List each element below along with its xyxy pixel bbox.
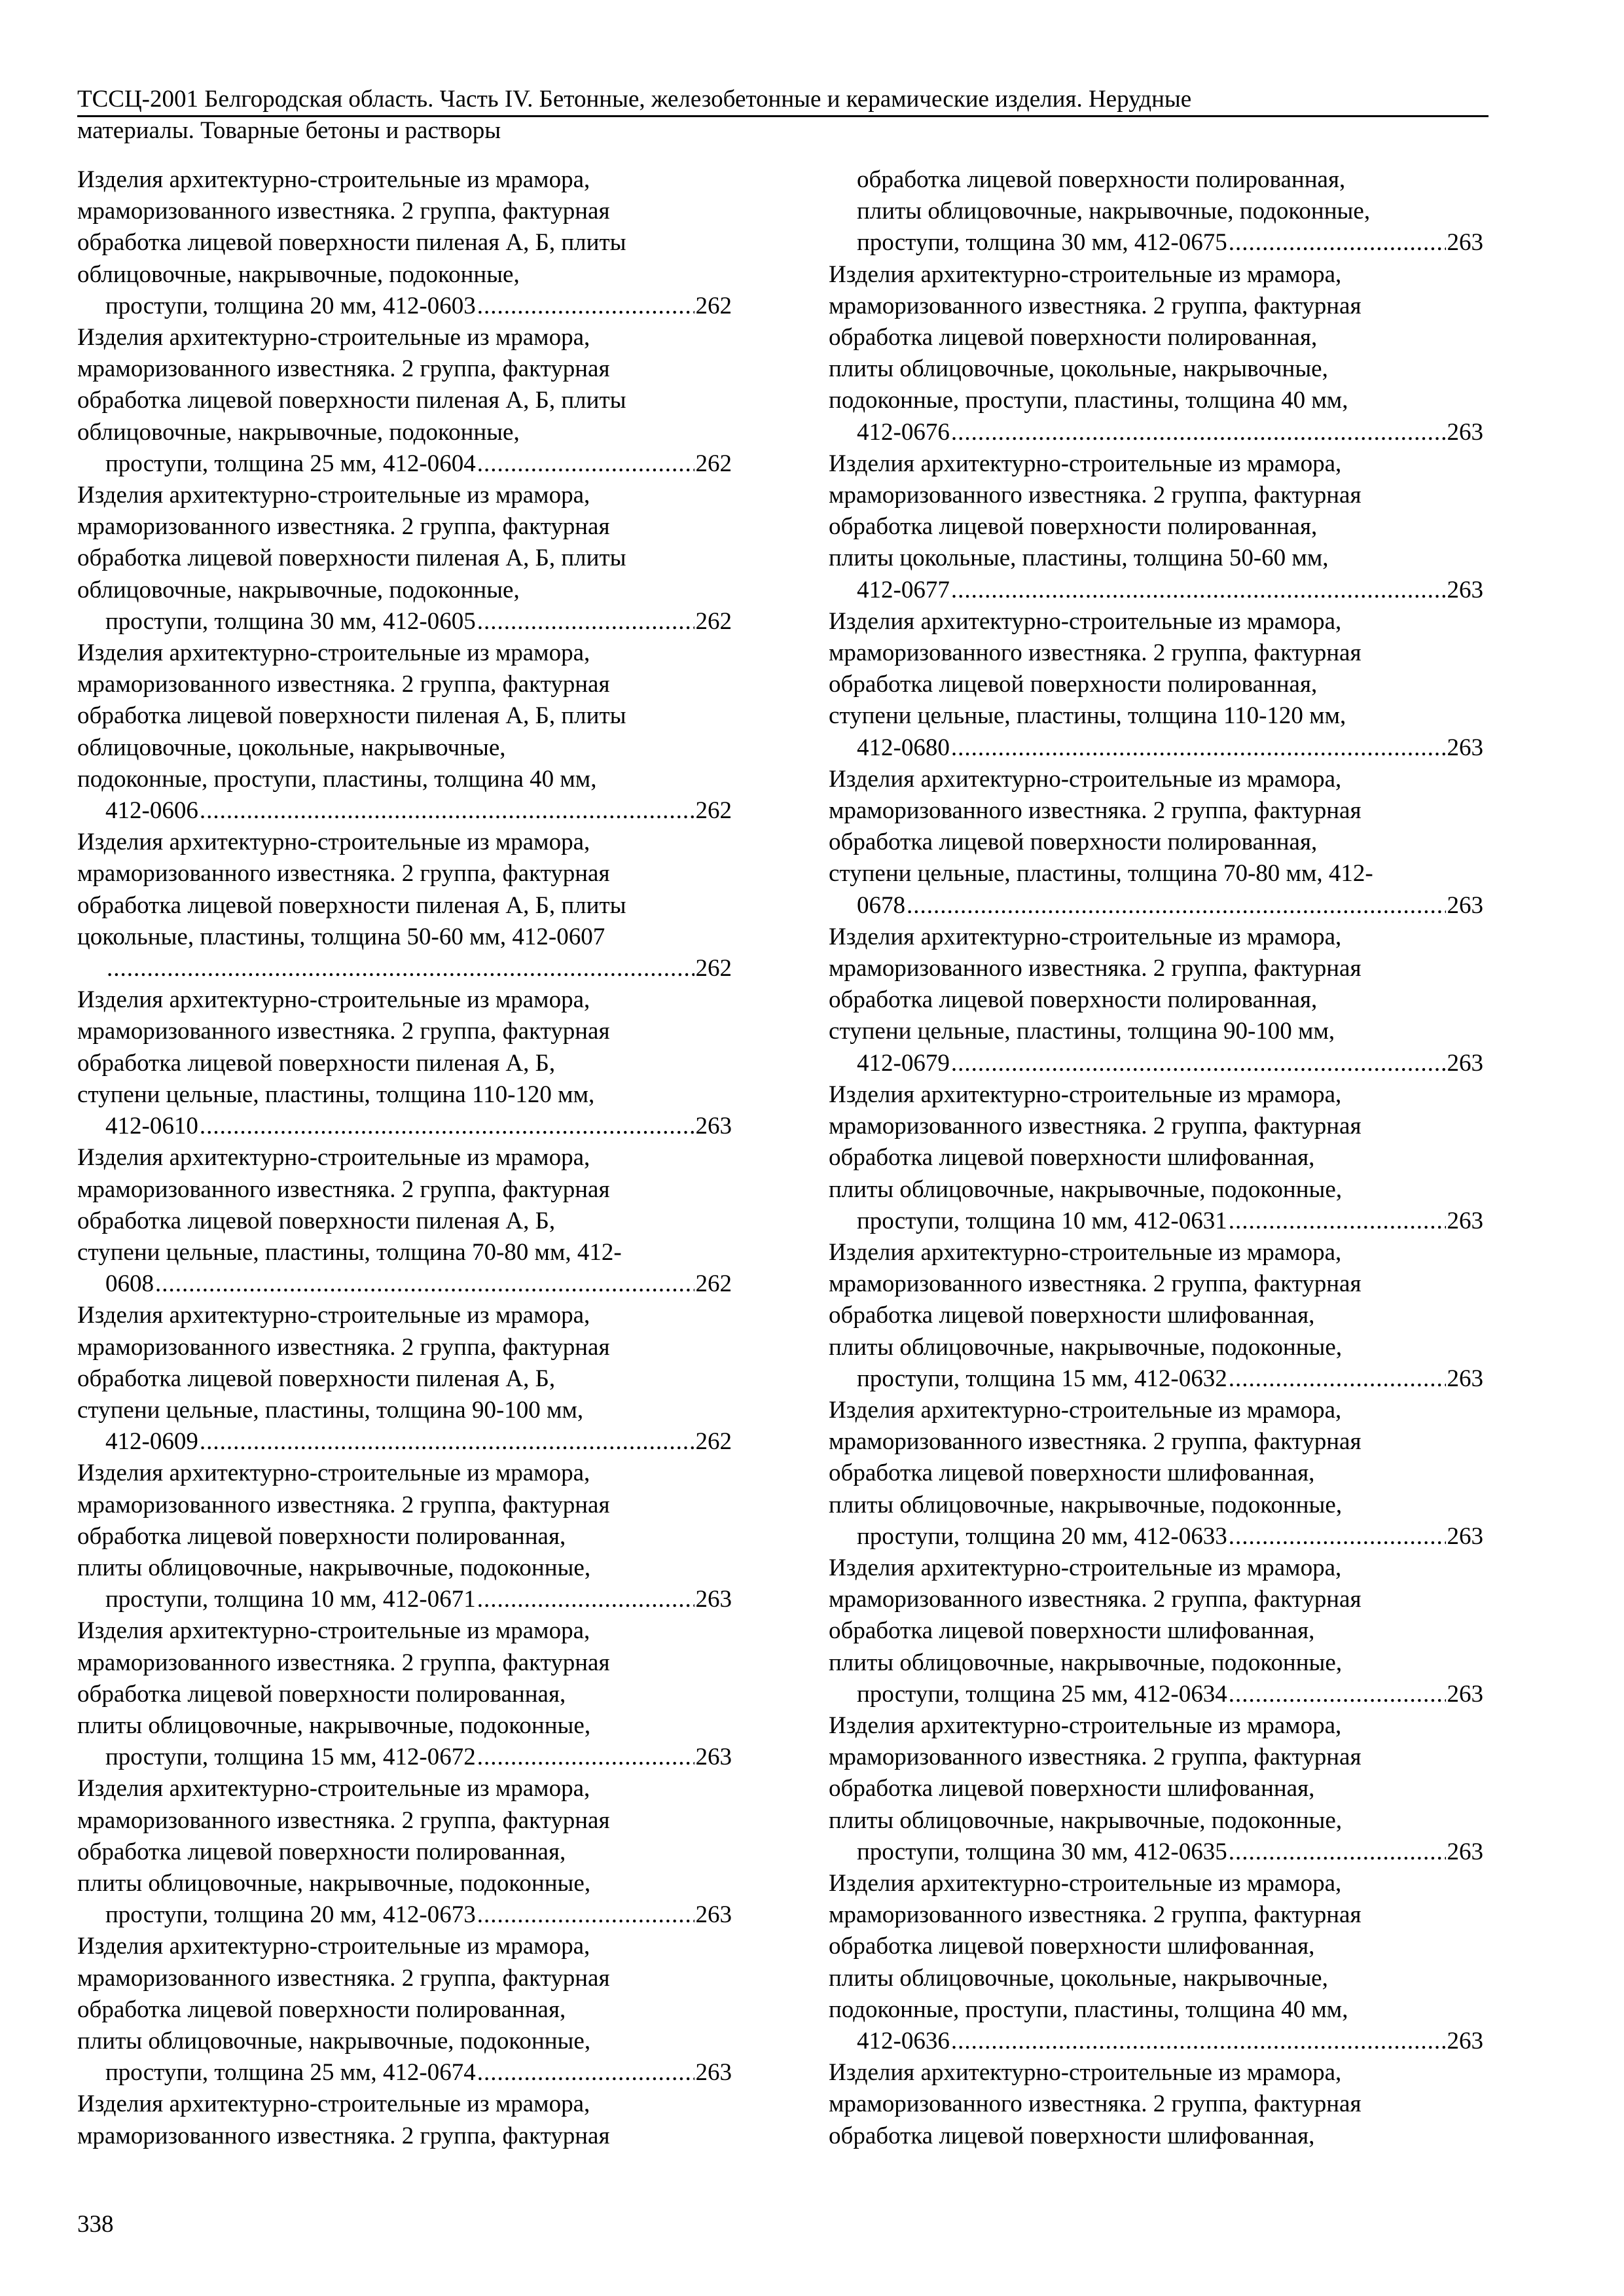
entry-page-number: 262 [695, 955, 732, 982]
entry-text-line: обработка лицевой поверхности пиленая А, Б, плиты [77, 545, 626, 572]
index-entry [829, 922, 1483, 1079]
page-number: 338 [77, 2211, 114, 2238]
dot-leader [200, 1111, 695, 1142]
entry-page-number: 263 [1447, 1680, 1483, 1708]
entry-text-line: обработка лицевой поверхности пиленая А, Б, плиты [77, 891, 626, 919]
index-entry [77, 637, 732, 827]
index-entry [77, 480, 732, 637]
entry-text-line: плиты облицовочные, цокольные, накрывочные, [829, 1964, 1328, 1992]
index-entry [77, 1931, 732, 2089]
index-entry [829, 448, 1483, 606]
entry-code-text: 412-0610 [105, 1113, 198, 1140]
dot-leader [200, 795, 695, 827]
index-entry [77, 2089, 732, 2151]
entry-text-line: плиты цокольные, пластины, толщина 50-60 мм, [829, 545, 1329, 572]
header-title-line-1: ТССЦ-2001 Белгородская область. Часть IV. Бетонные, железобетонные и керамические изделия. Нерудные [77, 86, 1192, 113]
entry-text-line: Изделия архитектурно-строительные из мрамора, [77, 2090, 590, 2118]
entry-code-text: проступи, толщина 20 мм, 412-0603 [105, 292, 476, 319]
entry-page-number: 263 [1447, 229, 1483, 257]
entry-text-line: обработка лицевой поверхности полированная, [829, 671, 1318, 698]
entry-text-line: мраморизованного известняка. 2 группа, фактурная [77, 513, 610, 541]
index-entry [829, 164, 1483, 259]
dot-leader [951, 2026, 1446, 2057]
index-entry [829, 259, 1483, 448]
entry-code-text: проступи, толщина 10 мм, 412-0671 [105, 1586, 476, 1613]
entry-last-line [105, 795, 732, 827]
header-title-line-2: материалы. Товарные бетоны и растворы [77, 117, 501, 144]
dot-leader [477, 2057, 695, 2089]
entry-text-line: мраморизованного известняка. 2 группа, фактурная [77, 355, 610, 383]
entry-text-line: мраморизованного известняка. 2 группа, фактурная [77, 1175, 610, 1203]
entry-last-line [857, 1837, 1483, 1868]
index-column-right [829, 164, 1483, 2152]
dot-leader [477, 291, 695, 322]
entry-code-text: проступи, толщина 15 мм, 412-0632 [857, 1365, 1227, 1392]
entry-text-line: подоконные, проступи, пластины, толщина 40 мм, [829, 1996, 1348, 2023]
entry-text-line: Изделия архитектурно-строительные из мрамора, [77, 324, 590, 351]
entry-text-line: Изделия архитектурно-строительные из мрамора, [829, 1712, 1342, 1739]
index-entry [829, 1552, 1483, 1710]
index-entry [829, 1395, 1483, 1552]
entry-text-line: Изделия архитектурно-строительные из мрамора, [829, 1396, 1342, 1424]
dot-leader [1229, 1363, 1446, 1395]
entry-page-number: 262 [695, 1270, 732, 1298]
entry-page-number: 263 [1447, 1207, 1483, 1234]
dot-leader [477, 606, 695, 637]
entry-last-line [105, 1742, 732, 1773]
entry-last-line [857, 1363, 1483, 1395]
index-entry [829, 1079, 1483, 1237]
entry-page-number: 263 [1447, 1522, 1483, 1550]
entry-text-line: Изделия архитектурно-строительные из мрамора, [77, 986, 590, 1014]
entry-text-line: Изделия архитектурно-строительные из мрамора, [77, 1144, 590, 1172]
entry-text-line: мраморизованного известняка. 2 группа, фактурная [77, 1491, 610, 1518]
index-entry [77, 984, 732, 1142]
entry-code-text: проступи, толщина 25 мм, 412-0634 [857, 1680, 1227, 1708]
entry-text-line: плиты облицовочные, накрывочные, подоконные, [77, 1712, 591, 1739]
entry-text-line: ступени цельные, пластины, толщина 110-120 мм, [77, 1081, 595, 1108]
entry-text-line: ступени цельные, пластины, толщина 110-120 мм, [829, 702, 1346, 730]
dot-leader [951, 1048, 1446, 1079]
entry-text-line: мраморизованного известняка. 2 группа, фактурная [77, 1806, 610, 1834]
entry-last-line [857, 890, 1483, 922]
entry-text-line: облицовочные, накрывочные, подоконные, [77, 260, 520, 288]
entry-text-line: Изделия архитектурно-строительные из мрамора, [77, 829, 590, 856]
entry-last-line [105, 1268, 732, 1300]
entry-text-line: плиты облицовочные, накрывочные, подоконные, [857, 198, 1371, 225]
entry-text-line: облицовочные, цокольные, накрывочные, [77, 734, 506, 761]
entry-text-line: плиты облицовочные, накрывочные, подоконные, [829, 1333, 1343, 1361]
dot-leader [477, 1584, 695, 1615]
entry-text-line: ступени цельные, пластины, толщина 90-100 мм, [829, 1018, 1335, 1045]
entry-text-line: Изделия архитектурно-строительные из мрамора, [77, 639, 590, 667]
entry-text-line: обработка лицевой поверхности полированная, [857, 166, 1346, 193]
entry-text-line: ступени цельные, пластины, толщина 90-100 мм, [77, 1396, 584, 1424]
entry-text-line: Изделия архитектурно-строительные из мрамора, [829, 1238, 1342, 1266]
entry-last-line [857, 227, 1483, 259]
entry-text-line: Изделия архитектурно-строительные из мрамора, [77, 166, 590, 193]
entry-text-line: мраморизованного известняка. 2 группа, фактурная [829, 1270, 1362, 1298]
entry-page-number: 263 [695, 1586, 732, 1613]
entry-text-line: обработка лицевой поверхности шлифованная, [829, 1775, 1315, 1803]
entry-page-number: 263 [1447, 418, 1483, 446]
entry-text-line: Изделия архитектурно-строительные из мрамора, [829, 450, 1342, 477]
entry-text-line: мраморизованного известняка. 2 группа, фактурная [77, 198, 610, 225]
dot-leader [477, 448, 695, 480]
entry-text-line: цокольные, пластины, толщина 50-60 мм, 412-0607 [77, 923, 605, 950]
entry-code-text: проступи, толщина 25 мм, 412-0604 [105, 450, 476, 477]
entry-text-line: Изделия архитектурно-строительные из мрамора, [829, 260, 1342, 288]
entry-last-line [105, 1584, 732, 1615]
entry-code-text: проступи, толщина 10 мм, 412-0631 [857, 1207, 1227, 1234]
entry-text-line: Изделия архитектурно-строительные из мрамора, [829, 2059, 1342, 2087]
entry-text-line: подоконные, проступи, пластины, толщина 40 мм, [77, 765, 597, 793]
entry-code-text: 412-0606 [105, 797, 198, 825]
dot-leader [1229, 1679, 1446, 1710]
entry-text-line: Изделия архитектурно-строительные из мрамора, [829, 1554, 1342, 1581]
entry-page-number: 262 [695, 292, 732, 319]
entry-page-number: 263 [1447, 1365, 1483, 1392]
entry-last-line [105, 1111, 732, 1142]
index-entry [829, 1710, 1483, 1868]
entry-last-line [105, 606, 732, 637]
entry-text-line: плиты облицовочные, накрывочные, подоконные, [829, 1491, 1343, 1518]
entry-text-line: мраморизованного известняка. 2 группа, фактурная [829, 2090, 1362, 2118]
entry-text-line: обработка лицевой поверхности шлифованная, [829, 1617, 1315, 1645]
index-entry [77, 322, 732, 480]
entry-code-text: проступи, толщина 20 мм, 412-0673 [105, 1901, 476, 1929]
entry-code-text: 412-0680 [857, 734, 950, 761]
entry-text-line: обработка лицевой поверхности полированная, [77, 1522, 566, 1550]
entry-page-number: 263 [1447, 1049, 1483, 1077]
entry-code-text: 0608 [105, 1270, 154, 1298]
entry-text-line: обработка лицевой поверхности полированная, [77, 1996, 566, 2023]
dot-leader [1229, 1206, 1446, 1237]
dot-leader [951, 732, 1446, 764]
entry-text-line: обработка лицевой поверхности полированная, [829, 513, 1318, 541]
index-entry [77, 1458, 732, 1615]
entry-last-line [105, 1899, 732, 1931]
entry-code-text: проступи, толщина 30 мм, 412-0605 [105, 607, 476, 635]
index-entry [829, 1237, 1483, 1395]
entry-text-line: мраморизованного известняка. 2 группа, фактурная [829, 1744, 1362, 1771]
entry-text-line: Изделия архитектурно-строительные из мрамора, [77, 1617, 590, 1645]
entry-page-number: 263 [695, 2059, 732, 2087]
entry-page-number: 262 [695, 1428, 732, 1456]
entry-text-line: ступени цельные, пластины, толщина 70-80 мм, 412- [77, 1238, 622, 1266]
entry-text-line: мраморизованного известняка. 2 группа, фактурная [829, 1113, 1362, 1140]
entry-text-line: мраморизованного известняка. 2 группа, фактурная [829, 639, 1362, 667]
entry-text-line: облицовочные, накрывочные, подоконные, [77, 576, 520, 603]
entry-text-line: Изделия архитектурно-строительные из мрамора, [77, 1302, 590, 1329]
entry-text-line: обработка лицевой поверхности полированная, [829, 324, 1318, 351]
entry-text-line: мраморизованного известняка. 2 группа, фактурная [77, 2122, 610, 2149]
entry-text-line: плиты облицовочные, накрывочные, подоконные, [77, 1869, 591, 1897]
entry-text-line: обработка лицевой поверхности пиленая А, Б, плиты [77, 229, 626, 257]
entry-last-line [857, 2026, 1483, 2057]
entry-last-line [105, 1426, 732, 1458]
entry-text-line: обработка лицевой поверхности пиленая А, Б, [77, 1049, 556, 1077]
entry-page-number: 262 [695, 607, 732, 635]
entry-last-line [857, 1048, 1483, 1079]
entry-code-text: проступи, толщина 15 мм, 412-0672 [105, 1744, 476, 1771]
index-entry [77, 1773, 732, 1931]
entry-text-line: Изделия архитектурно-строительные из мрамора, [829, 765, 1342, 793]
entry-text-line: обработка лицевой поверхности шлифованная, [829, 2122, 1315, 2149]
entry-text-line: обработка лицевой поверхности пиленая А, Б, плиты [77, 702, 626, 730]
entry-text-line: ступени цельные, пластины, толщина 70-80 мм, 412- [829, 860, 1373, 888]
entry-text-line: мраморизованного известняка. 2 группа, фактурная [829, 1901, 1362, 1929]
entry-code-text: 412-0679 [857, 1049, 950, 1077]
entry-last-line [857, 575, 1483, 606]
entry-text-line: мраморизованного известняка. 2 группа, фактурная [829, 797, 1362, 825]
entry-text-line: Изделия архитектурно-строительные из мрамора, [77, 482, 590, 509]
entry-text-line: обработка лицевой поверхности шлифованная, [829, 1144, 1315, 1172]
entry-text-line: облицовочные, накрывочные, подоконные, [77, 418, 520, 446]
entry-text-line: Изделия архитектурно-строительные из мрамора, [77, 1933, 590, 1960]
entry-text-line: обработка лицевой поверхности шлифованная, [829, 1460, 1315, 1487]
dot-leader [907, 890, 1446, 922]
entry-text-line: мраморизованного известняка. 2 группа, фактурная [829, 955, 1362, 982]
dot-leader [477, 1899, 695, 1931]
entry-text-line: Изделия архитектурно-строительные из мрамора, [829, 607, 1342, 635]
entry-code-text: проступи, толщина 30 мм, 412-0635 [857, 1838, 1227, 1865]
entry-text-line: плиты облицовочные, накрывочные, подоконные, [77, 2027, 591, 2054]
entry-text-line: обработка лицевой поверхности пиленая А, Б, плиты [77, 387, 626, 414]
entry-text-line: обработка лицевой поверхности шлифованная, [829, 1933, 1315, 1960]
entry-text-line: обработка лицевой поверхности пиленая А, Б, [77, 1207, 556, 1234]
index-entry [77, 1300, 732, 1458]
dot-leader [200, 1426, 695, 1458]
index-entry [77, 164, 732, 322]
header-rule [77, 115, 1489, 117]
entry-code-text: 412-0636 [857, 2027, 950, 2054]
entry-last-line [105, 448, 732, 480]
entry-page-number: 263 [1447, 1838, 1483, 1865]
dot-leader [107, 953, 695, 984]
entry-text-line: плиты облицовочные, цокольные, накрывочные, [829, 355, 1328, 383]
index-column-left [77, 164, 732, 2152]
entry-text-line: мраморизованного известняка. 2 группа, фактурная [829, 292, 1362, 319]
running-header [77, 84, 1489, 147]
entry-last-line [857, 1521, 1483, 1552]
entry-code-text: проступи, толщина 25 мм, 412-0674 [105, 2059, 476, 2087]
entry-text-line: обработка лицевой поверхности пиленая А, Б, [77, 1365, 556, 1392]
entry-page-number: 262 [695, 450, 732, 477]
entry-last-line [857, 1206, 1483, 1237]
index-entry [77, 827, 732, 984]
index-entry [77, 1142, 732, 1300]
entry-text-line: обработка лицевой поверхности полированная, [829, 986, 1318, 1014]
entry-last-line [105, 2057, 732, 2089]
entry-text-line: мраморизованного известняка. 2 группа, фактурная [77, 1333, 610, 1361]
entry-code-text: 412-0609 [105, 1428, 198, 1456]
index-entry [77, 1615, 732, 1773]
entry-text-line: мраморизованного известняка. 2 группа, фактурная [77, 1964, 610, 1992]
entry-page-number: 263 [1447, 891, 1483, 919]
entry-text-line: плиты облицовочные, накрывочные, подоконные, [829, 1649, 1343, 1676]
index-entry [829, 2057, 1483, 2152]
entry-code-text: 0678 [857, 891, 905, 919]
entry-text-line: Изделия архитектурно-строительные из мрамора, [77, 1460, 590, 1487]
entry-last-line [105, 291, 732, 322]
entry-text-line: мраморизованного известняка. 2 группа, фактурная [77, 1018, 610, 1045]
entry-text-line: мраморизованного известняка. 2 группа, фактурная [829, 1428, 1362, 1456]
dot-leader [155, 1268, 695, 1300]
entry-text-line: Изделия архитектурно-строительные из мрамора, [77, 1775, 590, 1803]
entry-page-number: 262 [695, 797, 732, 825]
entry-text-line: Изделия архитектурно-строительные из мрамора, [829, 923, 1342, 950]
entry-text-line: Изделия архитектурно-строительные из мрамора, [829, 1081, 1342, 1108]
entry-last-line [857, 1679, 1483, 1710]
entry-text-line: обработка лицевой поверхности полированная, [77, 1838, 566, 1865]
dot-leader [951, 575, 1446, 606]
entry-text-line: мраморизованного известняка. 2 группа, фактурная [829, 482, 1362, 509]
entry-text-line: мраморизованного известняка. 2 группа, фактурная [829, 1586, 1362, 1613]
entry-code-text: 412-0677 [857, 576, 950, 603]
entry-text-line: мраморизованного известняка. 2 группа, фактурная [77, 1649, 610, 1676]
entry-text-line: плиты облицовочные, накрывочные, подоконные, [829, 1175, 1343, 1203]
entry-text-line: мраморизованного известняка. 2 группа, фактурная [77, 671, 610, 698]
entry-last-line [857, 732, 1483, 764]
entry-last-line [105, 953, 732, 984]
entry-last-line [857, 417, 1483, 448]
index-entry [829, 1868, 1483, 2057]
entry-page-number: 263 [695, 1113, 732, 1140]
dot-leader [1229, 1521, 1446, 1552]
entry-page-number: 263 [1447, 576, 1483, 603]
entry-text-line: мраморизованного известняка. 2 группа, фактурная [77, 860, 610, 888]
entry-code-text: 412-0676 [857, 418, 950, 446]
index-entry [829, 764, 1483, 922]
dot-leader [951, 417, 1446, 448]
entry-text-line: обработка лицевой поверхности шлифованная, [829, 1302, 1315, 1329]
entry-text-line: обработка лицевой поверхности полированная, [829, 829, 1318, 856]
entry-page-number: 263 [695, 1744, 732, 1771]
entry-text-line: плиты облицовочные, накрывочные, подоконные, [829, 1806, 1343, 1834]
entry-text-line: Изделия архитектурно-строительные из мрамора, [829, 1869, 1342, 1897]
entry-text-line: плиты облицовочные, накрывочные, подоконные, [77, 1554, 591, 1581]
entry-text-line: подоконные, проступи, пластины, толщина 40 мм, [829, 387, 1348, 414]
entry-page-number: 263 [1447, 2027, 1483, 2054]
entry-text-line: обработка лицевой поверхности полированная, [77, 1680, 566, 1708]
entry-page-number: 263 [695, 1901, 732, 1929]
dot-leader [477, 1742, 695, 1773]
dot-leader [1229, 1837, 1446, 1868]
dot-leader [1229, 227, 1446, 259]
index-entry [829, 606, 1483, 764]
entry-code-text: проступи, толщина 20 мм, 412-0633 [857, 1522, 1227, 1550]
entry-page-number: 263 [1447, 734, 1483, 761]
entry-code-text: проступи, толщина 30 мм, 412-0675 [857, 229, 1227, 257]
